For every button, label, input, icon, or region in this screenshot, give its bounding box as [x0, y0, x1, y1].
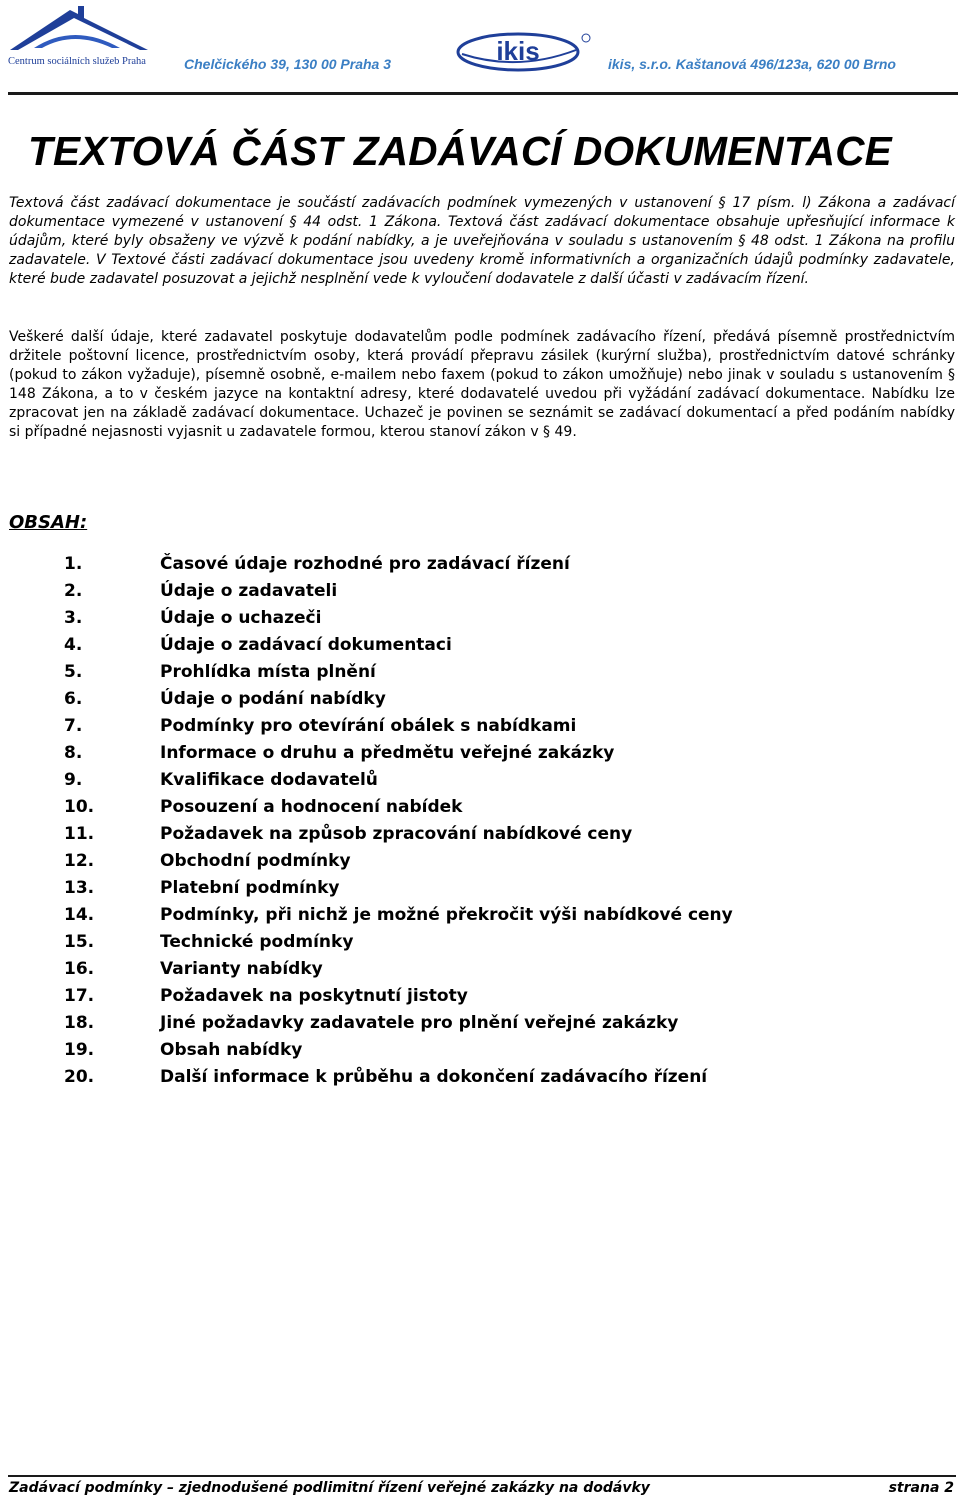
- toc-item-number: 17.: [64, 986, 95, 1006]
- toc-item-number: 3.: [64, 608, 83, 628]
- toc-item-label: Časové údaje rozhodné pro zadávací řízení: [160, 554, 570, 574]
- toc-item-label: Údaje o zadávací dokumentaci: [160, 635, 452, 655]
- toc-item-label: Platební podmínky: [160, 878, 340, 898]
- address-right: ikis, s.r.o. Kaštanová 496/123a, 620 00 Brno: [608, 56, 896, 72]
- house-roof-logo-icon: [8, 2, 156, 58]
- toc-item-number: 13.: [64, 878, 95, 898]
- toc-item-label: Podmínky, při nichž je možné překročit výši nabídkové ceny: [160, 905, 733, 925]
- toc-item-number: 2.: [64, 581, 83, 601]
- toc-item: [0, 902, 960, 929]
- toc-item: [0, 956, 960, 983]
- toc-item: [0, 605, 960, 632]
- toc-item: [0, 794, 960, 821]
- toc-item-label: Posouzení a hodnocení nabídek: [160, 797, 463, 817]
- address-left: Chelčického 39, 130 00 Praha 3: [184, 56, 392, 72]
- css-logo: [8, 2, 156, 74]
- toc-item: [0, 848, 960, 875]
- footer-divider: [8, 1475, 956, 1477]
- toc-item: [0, 551, 960, 578]
- toc-item-number: 1.: [64, 554, 83, 574]
- toc-item: [0, 1064, 960, 1091]
- toc-item-label: Podmínky pro otevírání obálek s nabídkami: [160, 716, 577, 736]
- contents-heading: OBSAH:: [9, 512, 88, 533]
- toc-item-label: Technické podmínky: [160, 932, 354, 952]
- toc-item-number: 19.: [64, 1040, 95, 1060]
- toc-item: [0, 1037, 960, 1064]
- toc-item-label: Další informace k průběhu a dokončení zadávacího řízení: [160, 1067, 708, 1087]
- toc-item-label: Kvalifikace dodavatelů: [160, 770, 378, 790]
- toc-item-label: Údaje o podání nabídky: [160, 689, 386, 709]
- toc-item-label: Informace o druhu a předmětu veřejné zakázky: [160, 743, 615, 763]
- toc-item-number: 15.: [64, 932, 95, 952]
- ikis-logo-text: ikis: [496, 36, 540, 66]
- toc-item-label: Požadavek na poskytnutí jistoty: [160, 986, 468, 1006]
- toc-item: [0, 983, 960, 1010]
- toc-item-label: Údaje o zadavateli: [160, 581, 338, 601]
- toc-item: [0, 578, 960, 605]
- intro-paragraph: Textová část zadávací dokumentace je součástí zadávacích podmínek vymezených v ustanovení § 17 písm. l) Zákona a zadávací dokumentace vymezené v ustanovení § 44 odst. 1 Zákona. Textová část zadávací dokumentace obsahuje upřesňující informace k údajům, které byly obsaženy ve výzvě k podání nabídky, a je uveřejňována v souladu s ustanovením § 48 odst. 1 Zákona na profilu zadavatele. V Textové části zadávací dokumentace jsou uvedeny kromě informativních a organizačních údajů podmínky zadavatele, které bude zadavatel posuzovat a jejichž nesplnění vede k vyloučení dodavatele z další účasti v zadávacím řízení.: [9, 195, 955, 287]
- toc-item-number: 7.: [64, 716, 83, 736]
- table-of-contents: [0, 551, 960, 1091]
- page-header: [0, 0, 960, 100]
- toc-item-label: Požadavek na způsob zpracování nabídkové ceny: [160, 824, 633, 844]
- toc-item: [0, 713, 960, 740]
- css-logo-text: Centrum sociálních služeb Praha: [8, 56, 146, 67]
- toc-item: [0, 767, 960, 794]
- toc-item-number: 20.: [64, 1067, 95, 1087]
- toc-item-number: 12.: [64, 851, 95, 871]
- toc-item-number: 6.: [64, 689, 83, 709]
- toc-item-label: Obsah nabídky: [160, 1040, 303, 1060]
- toc-item-number: 8.: [64, 743, 83, 763]
- toc-item-number: 16.: [64, 959, 95, 979]
- page-title: TEXTOVÁ ČÁST ZADÁVACÍ DOKUMENTACE: [28, 128, 892, 174]
- toc-item-label: Varianty nabídky: [160, 959, 323, 979]
- toc-item: [0, 821, 960, 848]
- toc-item: [0, 632, 960, 659]
- toc-item-number: 18.: [64, 1013, 95, 1033]
- footer-title: Zadávací podmínky – zjednodušené podlimitní řízení veřejné zakázky na dodávky: [9, 1480, 650, 1496]
- toc-item: [0, 659, 960, 686]
- toc-item: [0, 740, 960, 767]
- toc-item: [0, 1010, 960, 1037]
- toc-item-number: 14.: [64, 905, 95, 925]
- toc-item-number: 9.: [64, 770, 83, 790]
- toc-item: [0, 686, 960, 713]
- toc-item-label: Jiné požadavky zadavatele pro plnění veřejné zakázky: [160, 1013, 679, 1033]
- toc-item-label: Obchodní podmínky: [160, 851, 351, 871]
- toc-item: [0, 875, 960, 902]
- header-divider: [8, 92, 958, 95]
- toc-item: [0, 929, 960, 956]
- toc-item-label: Údaje o uchazeči: [160, 608, 322, 628]
- ikis-oval-logo-icon: [452, 28, 594, 76]
- toc-item-number: 11.: [64, 824, 95, 844]
- toc-item-number: 4.: [64, 635, 83, 655]
- toc-item-number: 10.: [64, 797, 95, 817]
- info-paragraph: Veškeré další údaje, které zadavatel poskytuje dodavatelům podle podmínek zadávacího řízení, předává písemně prostřednictvím držitele poštovní licence, prostřednictvím osoby, která provádí přepravu zásilek (kurýrní služba), prostřednictvím datové schránky (pokud to zákon vyžaduje), písemně osobně, e-mailem nebo faxem (pokud to zákon umožňuje) nebo jinak v souladu s ustanovením § 148 Zákona, a to v českém jazyce na kontaktní adresy, které dodavatelé uvedou při vyžádání zadávací dokumentace. Nabídku lze zpracovat jen na základě zadávací dokumentace. Uchazeč je povinen se seznámit se zadávací dokumentací a před podáním nabídky si případné nejasnosti vyjasnit u zadavatele formou, kterou stanoví zákon v § 49.: [9, 329, 955, 440]
- toc-item-number: 5.: [64, 662, 83, 682]
- page-number: strana 2: [888, 1480, 954, 1496]
- ikis-logo: [452, 28, 594, 76]
- toc-item-label: Prohlídka místa plnění: [160, 662, 376, 682]
